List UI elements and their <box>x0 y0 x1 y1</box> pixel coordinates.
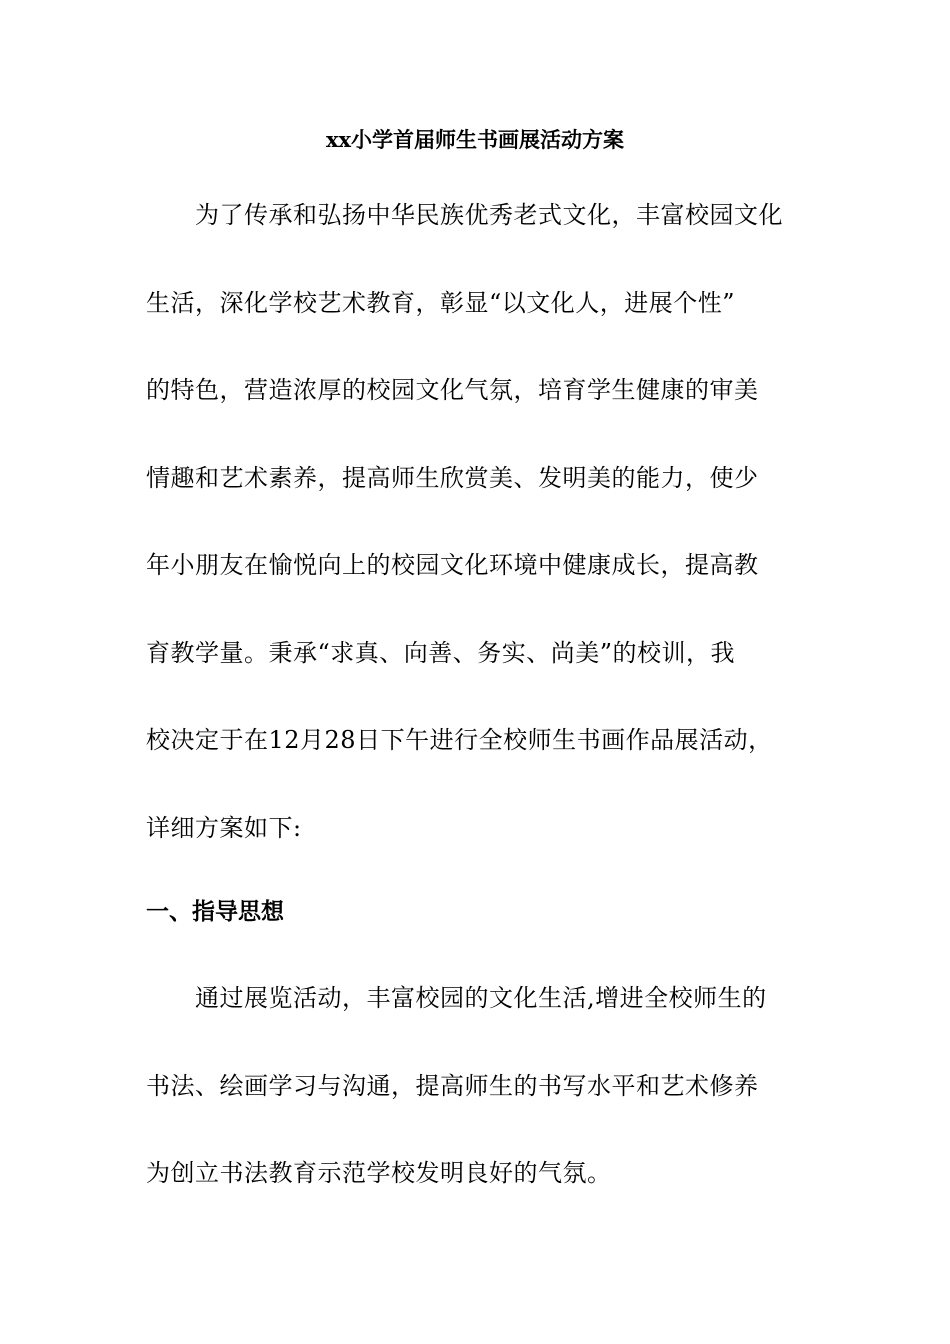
intro-paragraph <box>146 172 806 872</box>
document-title: xx小学首届师生书画展活动方案 <box>325 127 625 152</box>
paragraph-line: 情趣和艺术素养，提高师生欣赏美、发明美的能力，使少 <box>146 463 759 492</box>
paragraph-line: 通过展览活动，丰富校园的文化生活,增进全校师生的 <box>146 984 767 1012</box>
paragraph-line: 书法、绘画学习与沟通，提高师生的书写水平和艺术修养 <box>146 1071 759 1100</box>
paragraph-line: 年小朋友在愉悦向上的校园文化环境中健康成长，提高教 <box>146 551 759 579</box>
section-heading-guiding-ideology: 一、指导思想 <box>146 898 284 925</box>
paragraph-line: 详细方案如下: <box>146 813 302 842</box>
paragraph-line: 为创立书法教育示范学校发明良好的气氛。 <box>146 1159 612 1187</box>
paragraph-line: 为了传承和弘扬中华民族优秀老式文化，丰富校园文化 <box>146 201 783 229</box>
paragraph-line: 育教学量。秉承“求真、向善、务实、尚美”的校训，我 <box>146 638 736 667</box>
section1-paragraph <box>146 955 806 1218</box>
paragraph-line: 的特色，营造浓厚的校园文化气氛，培育学生健康的审美 <box>146 376 759 404</box>
paragraph-line: 生活，深化学校艺术教育，彰显“以文化人，进展个性” <box>146 288 736 317</box>
paragraph-line: 校决定于在12月28日下午进行全校师生书画作品展活动， <box>146 726 773 754</box>
